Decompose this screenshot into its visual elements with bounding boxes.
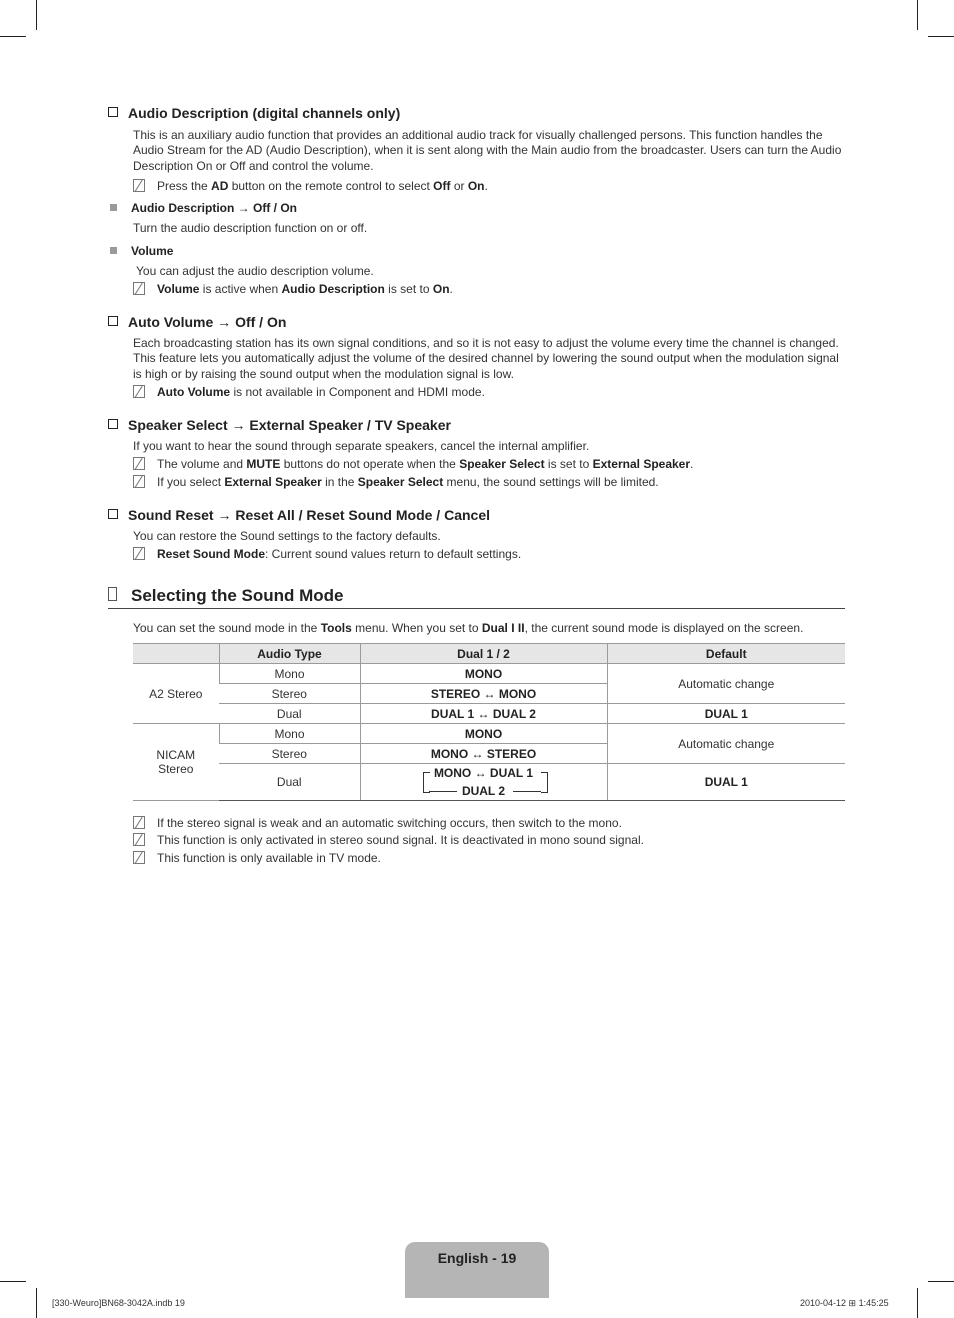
table-header-cell: Default bbox=[607, 644, 845, 664]
table-group-cell: A2 Stereo bbox=[133, 664, 219, 724]
note-icon bbox=[133, 547, 145, 560]
crop-mark bbox=[0, 36, 26, 37]
table-row bbox=[133, 764, 845, 801]
table-cell: DUAL 1 bbox=[607, 704, 845, 724]
page-number-tab bbox=[405, 1242, 549, 1298]
note: Auto Volume is not available in Component and HDMI mode. bbox=[133, 385, 485, 399]
checkbox-bullet-icon bbox=[108, 509, 118, 519]
table-header-row bbox=[133, 644, 845, 664]
table-cell: MONO bbox=[360, 664, 607, 684]
paragraph: You can adjust the audio description volume. bbox=[136, 264, 374, 278]
table-cell: DUAL 1 bbox=[607, 764, 845, 801]
square-bullet-icon bbox=[110, 204, 117, 211]
checkbox-bullet-icon bbox=[108, 107, 118, 117]
sound-mode-table bbox=[133, 643, 845, 801]
table-cell: Mono bbox=[219, 724, 360, 744]
cycle-arrow-icon bbox=[513, 791, 541, 792]
table-cell: Mono bbox=[219, 664, 360, 684]
main-heading: Selecting the Sound Mode bbox=[108, 586, 845, 609]
subsection-heading: Audio Description → Off / On bbox=[110, 201, 297, 215]
table-cell: Stereo bbox=[219, 744, 360, 764]
crop-mark bbox=[36, 0, 37, 30]
table-cell: MONO ↔ STEREO bbox=[360, 744, 607, 764]
table-header-cell: Dual 1 / 2 bbox=[360, 644, 607, 664]
date-info: 2010-04-12 ⊞ 1:45:25 bbox=[800, 1298, 889, 1308]
note-icon bbox=[133, 282, 145, 295]
cycle-arrow-icon bbox=[541, 772, 548, 793]
paragraph: This is an auxiliary audio function that provides an additional audio track for visually challenged persons. This function handles the Audio Stream for the AD (Audio Description), when it is sent along with the Main audio from the broadcaster. Users can turn the Audio Description On or Off and control the volume. bbox=[133, 128, 842, 173]
page-number: English - 19 bbox=[437, 1250, 517, 1266]
paragraph: If you want to hear the sound through separate speakers, cancel the internal amplifier. bbox=[133, 439, 590, 453]
note-icon bbox=[133, 851, 145, 864]
note: Press the AD button on the remote control to select Off or On. bbox=[133, 179, 488, 193]
note: Volume is active when Audio Description is set to On. bbox=[133, 282, 453, 296]
heading-bullet-icon bbox=[108, 587, 117, 601]
note: This function is only activated in stereo sound signal. It is deactivated in mono sound signal. bbox=[133, 833, 644, 847]
note: This function is only available in TV mode. bbox=[133, 851, 381, 865]
note-icon bbox=[133, 475, 145, 488]
section-heading-speaker-select: Speaker Select → External Speaker / TV Speaker bbox=[108, 417, 451, 433]
dual-cycle-diagram: MONO ↔ DUAL 1 DUAL 2 bbox=[361, 764, 607, 800]
paragraph: You can set the sound mode in the Tools menu. When you set to Dual I II, the current sound mode is displayed on the screen. bbox=[133, 621, 804, 635]
section-heading-sound-reset: Sound Reset → Reset All / Reset Sound Mode / Cancel bbox=[108, 507, 490, 523]
section-heading-audio-description: Audio Description (digital channels only) bbox=[108, 105, 400, 121]
cycle-arrow-icon bbox=[429, 791, 457, 792]
note: If the stereo signal is weak and an automatic switching occurs, then switch to the mono. bbox=[133, 816, 622, 830]
table-row bbox=[133, 664, 845, 684]
checkbox-bullet-icon bbox=[108, 419, 118, 429]
table-cell: DUAL 1 ↔ DUAL 2 bbox=[360, 704, 607, 724]
paragraph: Turn the audio description function on or off. bbox=[133, 221, 368, 235]
note-icon bbox=[133, 816, 145, 829]
note: The volume and MUTE buttons do not operate when the Speaker Select is set to External Speaker. bbox=[133, 457, 693, 471]
note: If you select External Speaker in the Speaker Select menu, the sound settings will be limited. bbox=[133, 475, 659, 489]
crop-mark bbox=[917, 1288, 918, 1318]
table-cell bbox=[360, 764, 607, 801]
table-row bbox=[133, 724, 845, 744]
note-icon bbox=[133, 179, 145, 192]
table-cell: Automatic change bbox=[607, 724, 845, 764]
note-icon bbox=[133, 385, 145, 398]
table-header-cell: Audio Type bbox=[219, 644, 360, 664]
table-group-cell: NICAM Stereo bbox=[133, 724, 219, 801]
paragraph: Each broadcasting station has its own signal conditions, and so it is not easy to adjust the volume every time the channel is changed. This feature lets you automatically adjust the volume of the desired channel by lowering the sound output when the modulation signal is high or by raising the sound output when the modulation signal is low. bbox=[133, 336, 839, 381]
crop-mark bbox=[928, 1281, 954, 1282]
note-icon bbox=[133, 457, 145, 470]
note-icon bbox=[133, 833, 145, 846]
checkbox-bullet-icon bbox=[108, 316, 118, 326]
table-cell: Stereo bbox=[219, 684, 360, 704]
crop-mark bbox=[917, 0, 918, 30]
paragraph: You can restore the Sound settings to the factory defaults. bbox=[133, 529, 441, 543]
subsection-heading: Volume bbox=[110, 244, 173, 258]
table-cell: Automatic change bbox=[607, 664, 845, 704]
file-info: [330-Weuro]BN68-3042A.indb 19 bbox=[52, 1298, 185, 1308]
cycle-arrow-icon bbox=[423, 772, 430, 793]
table-cell: STEREO ↔ MONO bbox=[360, 684, 607, 704]
table-header-cell bbox=[133, 644, 219, 664]
table-cell: Dual bbox=[219, 704, 360, 724]
table-cell: MONO bbox=[360, 724, 607, 744]
section-heading-auto-volume: Auto Volume → Off / On bbox=[108, 314, 286, 330]
crop-mark bbox=[36, 1288, 37, 1318]
square-bullet-icon bbox=[110, 247, 117, 254]
note: Reset Sound Mode: Current sound values return to default settings. bbox=[133, 547, 521, 561]
crop-mark bbox=[0, 1281, 26, 1282]
table-cell: Dual bbox=[219, 764, 360, 801]
table-row bbox=[133, 704, 845, 724]
crop-mark bbox=[928, 36, 954, 37]
